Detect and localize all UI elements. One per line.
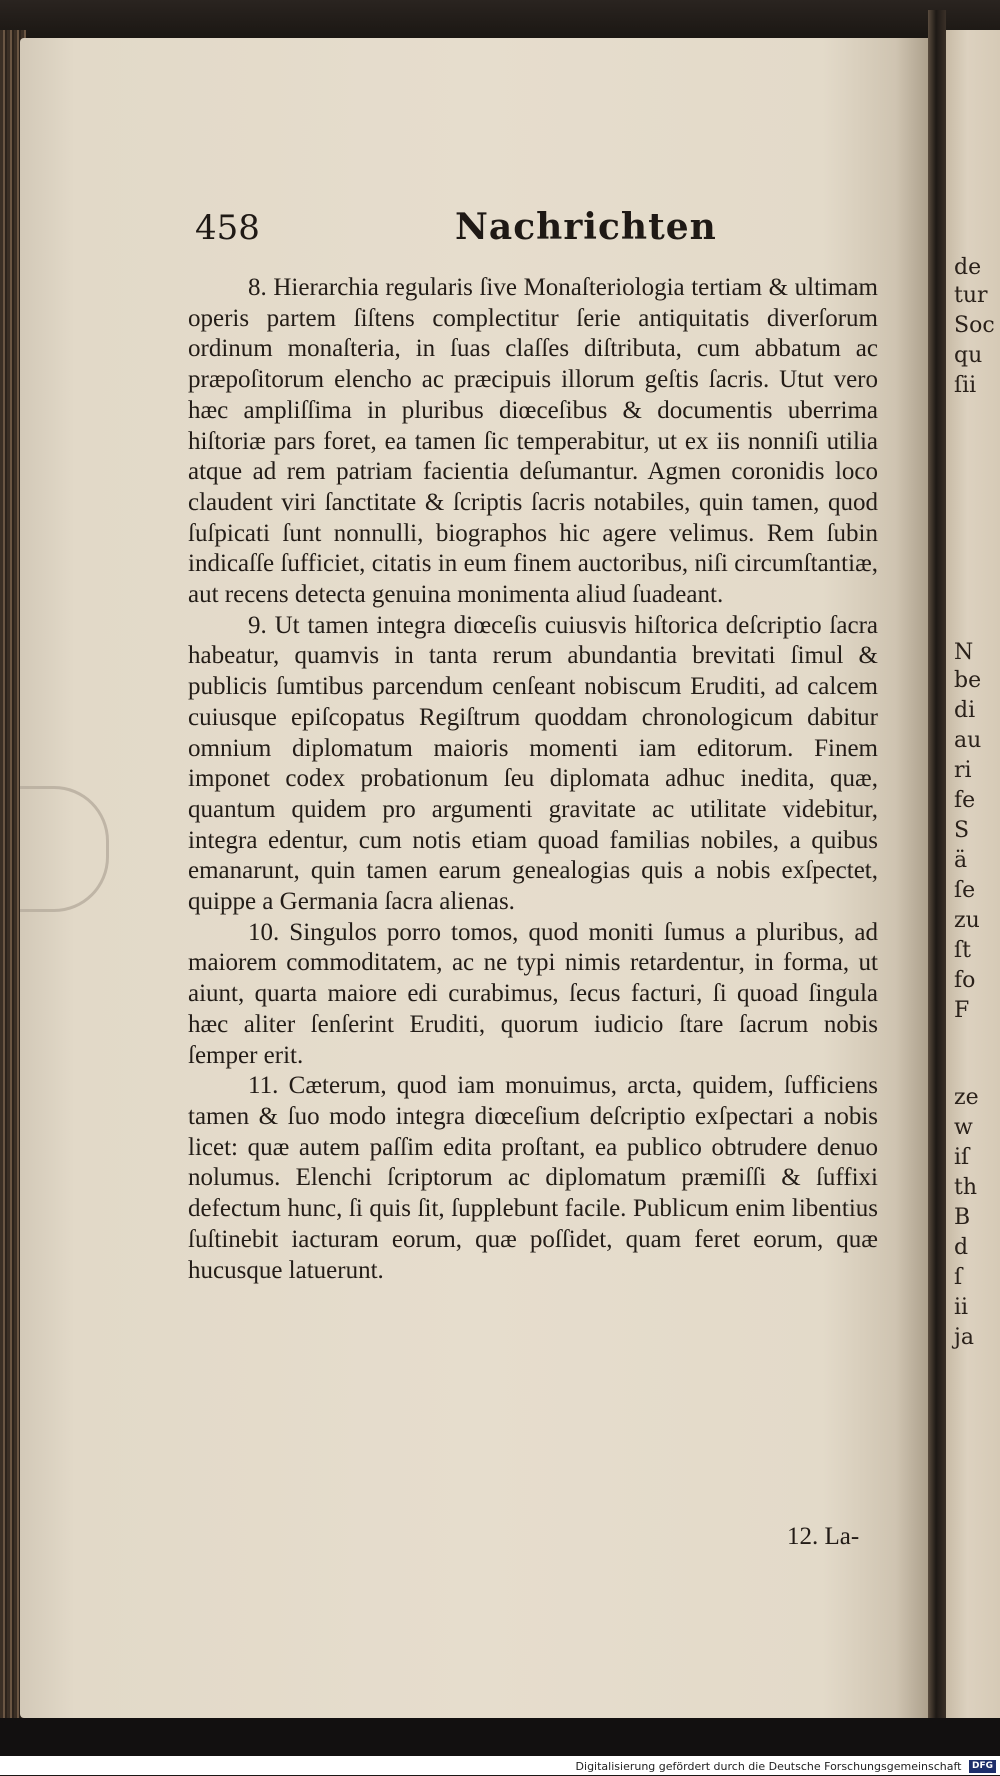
facing-page-fragment: tur [954, 283, 988, 308]
facing-page-fragment: ſii [954, 373, 977, 398]
facing-page-fragment: zu [954, 908, 980, 933]
facing-page-fragment: fo [954, 968, 976, 993]
book-page [20, 38, 932, 1718]
facing-page-fragment: fe [954, 788, 976, 813]
facing-page-fragment: F [954, 998, 970, 1023]
facing-page-fragment: ä [954, 848, 968, 873]
facing-page-fragment: ſe [954, 878, 976, 903]
facing-page-fragment: be [954, 668, 982, 693]
facing-page-fragment: ii [954, 1295, 969, 1320]
facing-page-fragment: ſt [954, 938, 971, 963]
facing-page-fragment: th [954, 1175, 978, 1200]
facing-page-fragment: S [954, 818, 970, 843]
facing-page-fragment: ja [954, 1325, 974, 1350]
facing-page-fragment: di [954, 698, 976, 723]
facing-page-fragment: ze [954, 1085, 979, 1110]
paragraph-11: 11. Cæterum, quod iam monuimus, arcta, quidem, ſufficiens tamen & ſuo modo integra diœceſium deſcriptio exſpectari a nobis licet: quæ autem paſſim edita proſtant, ea publico obtrudere denuo nolumus. Elenchi ſcriptorum ac diplomatum præmiſſi & ſuffixi defectum hunc, ſi quis ſit, ſupplebunt facile. Publicum enim libentius ſuſtinebit iacturam eorum, quæ poſſidet, quam feret eorum, quæ hucusque latuerunt. [188, 1072, 878, 1284]
bottom-margin [0, 1718, 1000, 1756]
paragraph-8: 8. Hierarchia regularis ſive Monaſteriologia tertiam & ultimam operis partem ſiſtens complectitur ſerie antiquitatis diverſorum ordinum monaſteria, in ſuas claſſes diſtributa, cum abbatum ac præpoſitorum elencho ac præcipuis illorum geſtis ſacris. Utut vero hæc ampliſſima in pluribus diœceſibus & documentis uberrima hiſtoriæ pars foret, ea tamen ſic temperabitur, ut ex iis nonniſi utilia atque ad rem patriam facientia deſumantur. Agmen coronidis loco claudent viri ſanctitate & ſcriptis ſacris notabiles, quin tamen, quod ſuſpicati ſunt nonnulli, biographos hic agere velimus. Rem ſubin indicaſſe ſufficiet, citatis in eum finem auctoribus, niſi circumſtantiæ, aut recens detecta genuina monimenta aliud ſuadeant. [188, 274, 878, 609]
facing-page-fragment: iſ [954, 1145, 970, 1170]
running-title: Nachrichten [455, 206, 717, 248]
paragraph-10: 10. Singulos porro tomos, quod moniti ſumus a pluribus, ad maiorem commoditatem, ac ne typi nimis retardentur, in forma, ut aiunt, quarta maiore edi curabimus, ſecus facturi, ſi quoad ſingula hæc aliter ſenſerint Eruditi, quorum iudicio ſtare ſacrum nobis ſemper erit. [188, 918, 878, 1069]
top-margin [0, 0, 1000, 40]
facing-page-fragment: d [954, 1235, 969, 1260]
facing-page-fragment: B [954, 1205, 971, 1230]
facing-page-fragment: N [954, 640, 974, 665]
facing-page-fragment: de [954, 255, 982, 280]
facing-page-fragment: au [954, 728, 982, 753]
facing-page-fragment: w [954, 1115, 973, 1140]
facing-page-fragment: ri [954, 758, 972, 783]
dfg-logo: DFG [969, 1760, 996, 1773]
facing-page-fragment: Soc [954, 313, 995, 338]
page-number: 458 [195, 208, 260, 248]
bookmark-clip [20, 786, 109, 912]
footer-bar [0, 1756, 1000, 1775]
catchword: 12. La- [787, 1523, 860, 1550]
facing-page-fragment: ſ [954, 1265, 963, 1290]
book-gutter [928, 10, 946, 1740]
paragraph-9: 9. Ut tamen integra diœceſis cuiusvis hiſtorica deſcriptio ſacra habeatur, quamvis in tanta rerum abundantia brevitati ſimul & publicis ſumtibus parcendum cenſeant nobiscum Eruditi, ad calcem cuiusque epiſcopatus Regiſtrum quoddam chronologicum dabitur omnium diplomatum maioris momenti iam editorum. Finem imponet codex probationum ſeu diplomata adhuc inedita, quæ, quantum quidem pro argumenti gravitate ac utilitate videbitur, integra edentur, cum notis etiam quoad familias nobiles, a quibus emanarunt, quin tamen earum genealogias quis a nobis exſpectet, quippe a Germania ſacra alienas. [188, 611, 878, 916]
body-text [188, 273, 878, 1286]
facing-page-fragment: qu [954, 343, 983, 368]
footer-credit: Digitalisierung gefördert durch die Deutsche Forschungsgemeinschaft [575, 1759, 962, 1773]
facing-page [946, 30, 1000, 1720]
